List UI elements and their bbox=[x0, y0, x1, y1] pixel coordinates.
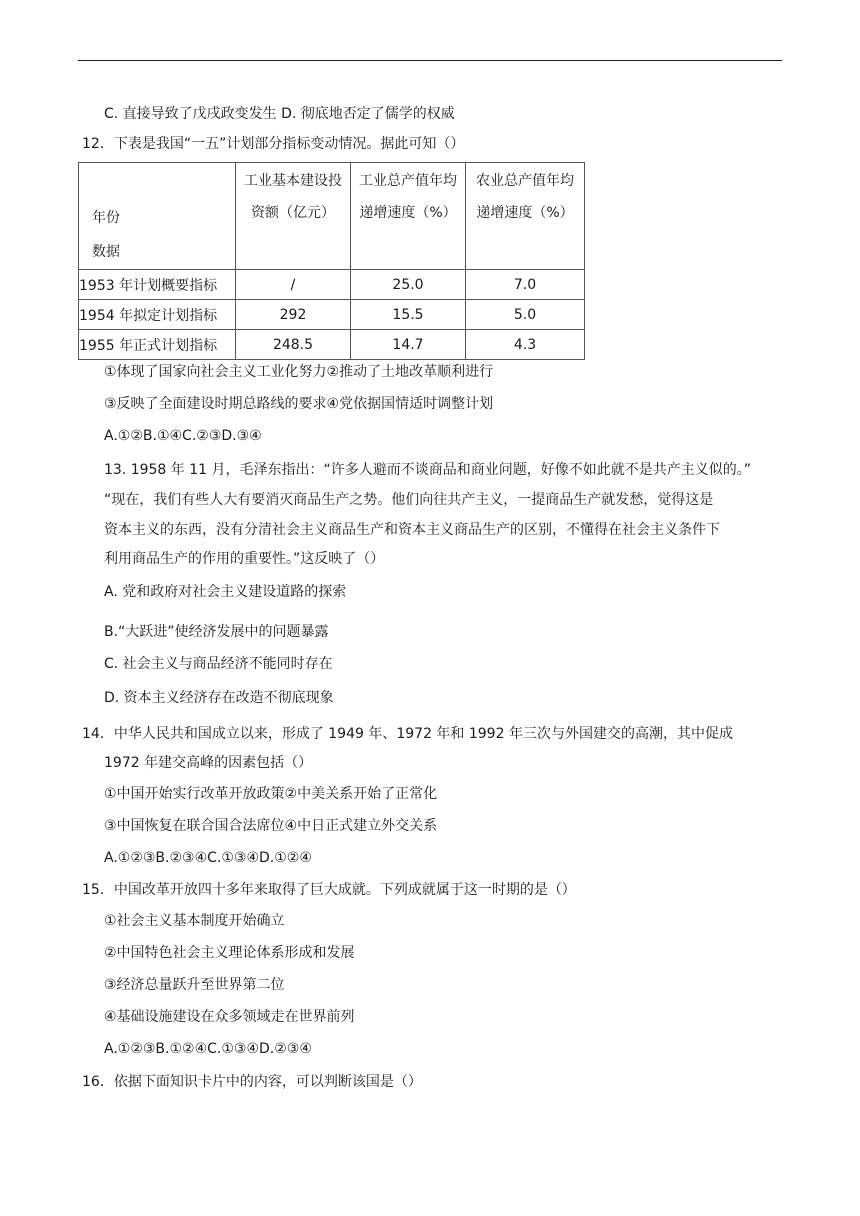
table-cell: 15.5 bbox=[351, 300, 466, 330]
q13-stem-line-4: 利用商品生产的作用的重要性。”这反映了（） bbox=[104, 551, 385, 567]
row-label: 1955 年正式计划指标 bbox=[79, 330, 236, 360]
table-header: 工业基本建设投 资额（亿元） bbox=[236, 163, 351, 270]
q13-stem-line-3: 资本主义的东西，没有分清社会主义商品生产和资本主义商品生产的区别，不懂得在社会主义条件下 bbox=[104, 522, 720, 538]
table-row bbox=[79, 300, 585, 330]
table-header: 农业总产值年均 递增速度（%） bbox=[466, 163, 585, 270]
table-cell: 14.7 bbox=[351, 330, 466, 360]
q13-option-c: C. 社会主义与商品经济不能同时存在 bbox=[104, 656, 333, 672]
q11-options-tail: C. 直接导致了戊戌政变发生 D. 彻底地否定了儒学的权威 bbox=[104, 106, 455, 122]
table-cell: 5.0 bbox=[466, 300, 585, 330]
corner-label-data: 数据 bbox=[92, 244, 120, 260]
q13-option-b: B.“大跃进”使经济发展中的问题暴露 bbox=[104, 624, 329, 640]
q14-item-2: ③中国恢复在联合国合法席位④中日正式建立外交关系 bbox=[104, 818, 438, 834]
table-cell: 4.3 bbox=[466, 330, 585, 360]
q13-option-a: A. 党和政府对社会主义建设道路的探索 bbox=[104, 584, 347, 600]
row-label: 1953 年计划概要指标 bbox=[79, 270, 236, 300]
q12-data-table bbox=[78, 162, 585, 360]
q12-stem: 12．下表是我国“一五”计划部分指标变动情况。据此可知（） bbox=[82, 136, 465, 152]
table-cell: / bbox=[236, 270, 351, 300]
table-cell: 7.0 bbox=[466, 270, 585, 300]
table-cell: 248.5 bbox=[236, 330, 351, 360]
q14-item-1: ①中国开始实行改革开放政策②中美关系开始了正常化 bbox=[104, 786, 438, 802]
q15-item-4: ④基础设施建设在众多领域走在世界前列 bbox=[104, 1009, 355, 1025]
q14-options: A.①②③B.②③④C.①③④D.①②④ bbox=[104, 850, 312, 866]
table-row bbox=[79, 270, 585, 300]
q12-options: A.①②B.①④C.②③D.③④ bbox=[104, 428, 262, 444]
q13-stem-line-2: “现在，我们有些人大有要消灭商品生产之势。他们向往共产主义，一提商品生产就发愁，觉得这是 bbox=[104, 492, 714, 508]
table-header: 工业总产值年均 递增速度（%） bbox=[351, 163, 466, 270]
corner-label-year: 年份 bbox=[92, 210, 120, 226]
row-label: 1954 年拟定计划指标 bbox=[79, 300, 236, 330]
q15-item-2: ②中国特色社会主义理论体系形成和发展 bbox=[104, 945, 355, 961]
q15-stem: 15．中国改革开放四十多年来取得了巨大成就。下列成就属于这一时期的是（） bbox=[82, 882, 576, 898]
q16-stem: 16．依据下面知识卡片中的内容，可以判断该国是（） bbox=[82, 1074, 422, 1090]
q13-option-d: D. 资本主义经济存在改造不彻底现象 bbox=[104, 690, 334, 706]
q15-item-1: ①社会主义基本制度开始确立 bbox=[104, 913, 285, 929]
table-cell: 25.0 bbox=[351, 270, 466, 300]
table-cell: 292 bbox=[236, 300, 351, 330]
q15-options: A.①②③B.①②④C.①③④D.②③④ bbox=[104, 1041, 312, 1057]
header-rule bbox=[78, 60, 782, 61]
q12-item-1: ①体现了国家向社会主义工业化努力②推动了土地改革顺利进行 bbox=[104, 364, 494, 380]
q14-stem-line-1: 14．中华人民共和国成立以来，形成了 1949 年、1972 年和 1992 年三次与外国建交的高潮，其中促成 bbox=[82, 726, 733, 742]
q14-stem-line-2: 1972 年建交高峰的因素包括（） bbox=[104, 755, 313, 771]
q12-item-2: ③反映了全面建设时期总路线的要求④党依据国情适时调整计划 bbox=[104, 396, 494, 412]
table-corner-cell bbox=[79, 163, 236, 270]
q15-item-3: ③经济总量跃升至世界第二位 bbox=[104, 977, 285, 993]
table-row bbox=[79, 330, 585, 360]
q13-stem-line-1: 13. 1958 年 11 月，毛泽东指出：“许多人避而不谈商品和商业问题，好像不如此就不是共产主义似的。” bbox=[104, 462, 752, 478]
